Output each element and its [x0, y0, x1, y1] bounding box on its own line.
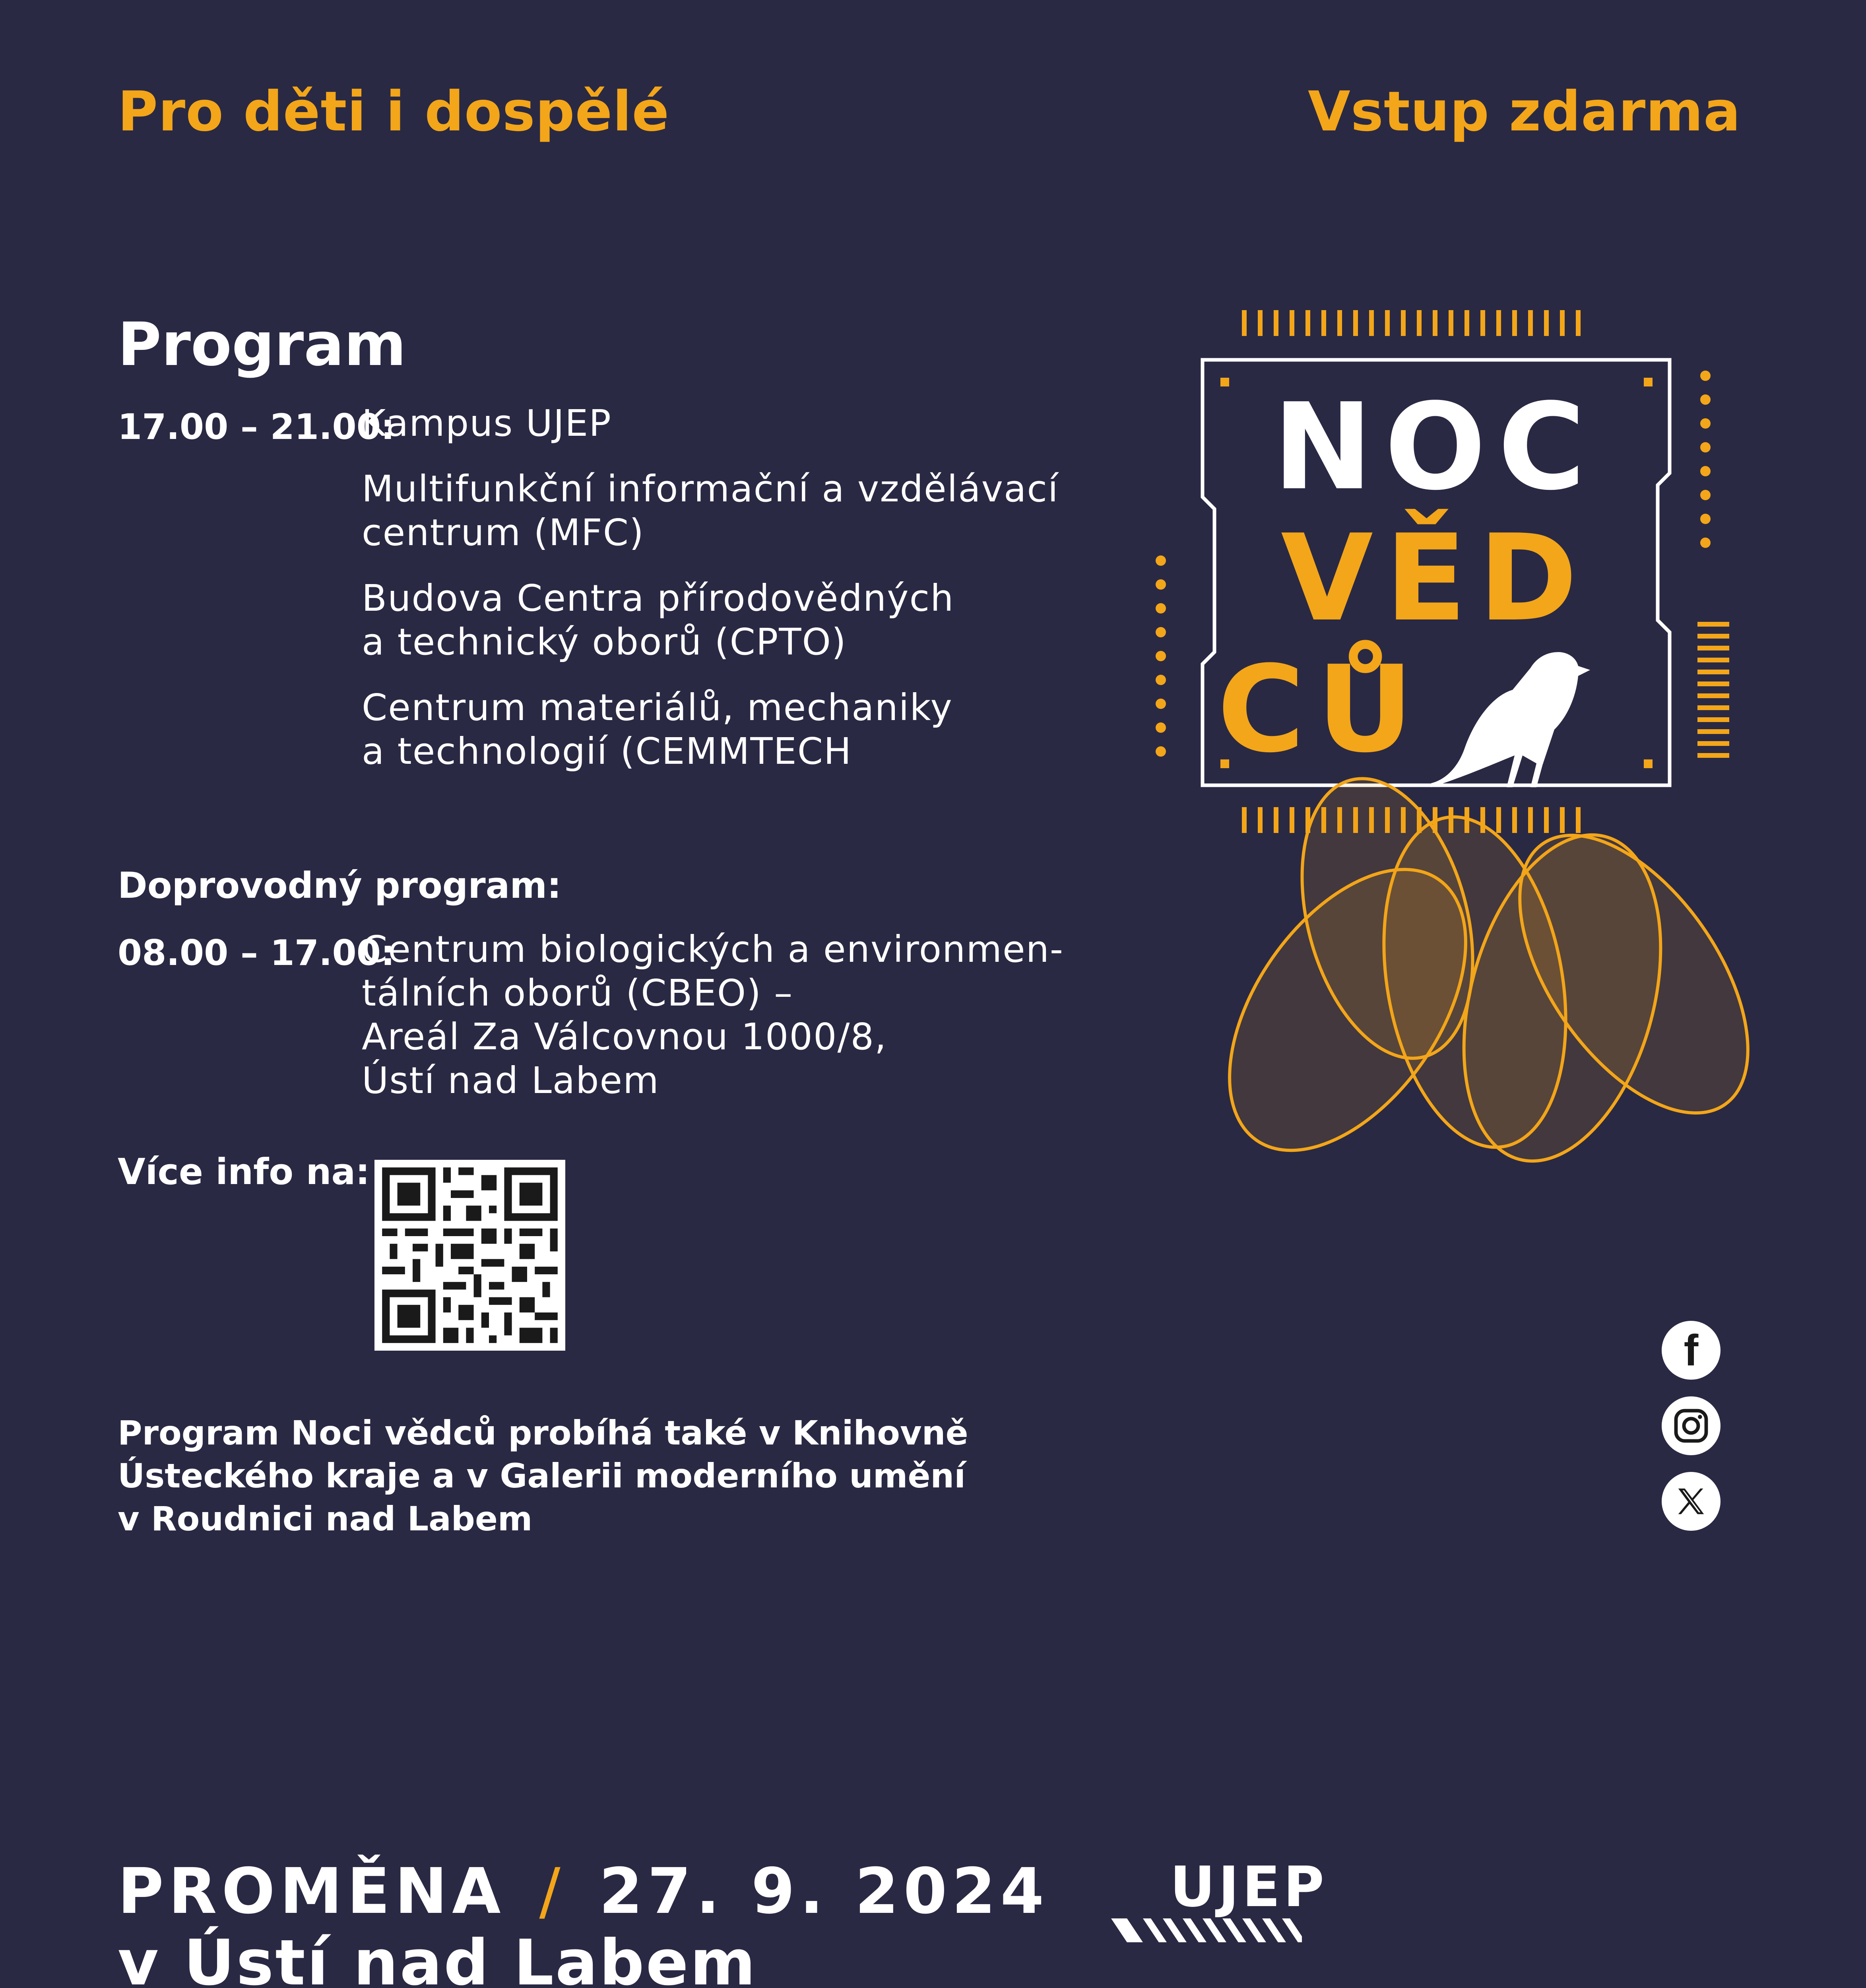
other-venues-note [118, 1411, 1072, 1540]
program-item [362, 686, 1097, 773]
program-item-line: Centrum materiálů, mechaniky [362, 686, 953, 729]
accompanying-program-text [362, 928, 1097, 1103]
program-item [362, 402, 1097, 445]
ujep-stripes-icon [1111, 1914, 1302, 1946]
program-item-line: Multifunkční informační a vzdělávací [362, 468, 1059, 510]
free-entry-label: Vstup zdarma [1308, 80, 1741, 144]
qr-code-icon [374, 1160, 565, 1351]
program-item [362, 577, 1097, 664]
event-headline [118, 1855, 1049, 1928]
ujep-logo-text: UJEP [1170, 1855, 1328, 1920]
accompanying-line: Centrum biologických a environmen- [362, 928, 1064, 971]
accompanying-program-time: 08.00 – 17.00: [118, 932, 395, 973]
event-date: 27. 9. 2024 [599, 1855, 1049, 1928]
event-place: v Ústí nad Labem [118, 1926, 757, 1988]
program-item-line: a technický oborů (CPTO) [362, 621, 847, 663]
facebook-icon[interactable]: f [1662, 1321, 1721, 1380]
program-item-line: Kampus UJEP [362, 402, 612, 445]
note-line: Program Noci vědců probíhá také v Knihovně [118, 1413, 968, 1452]
accompanying-program-title: Doprovodný program: [118, 865, 562, 907]
more-info-label: Více info na: [118, 1151, 370, 1193]
ujep-logo [1111, 1855, 1328, 1950]
program-time: 17.00 – 21.00: [118, 406, 395, 447]
note-line: Ústeckého kraje a v Galerii moderního umění [118, 1456, 966, 1495]
audience-label: Pro děti i dospělé [118, 80, 670, 144]
program-item-line: Budova Centra přírodovědných [362, 577, 954, 619]
program-item [362, 467, 1097, 555]
logo-line-ved: VĚD [1280, 509, 1590, 648]
logo-wordmark [1216, 378, 1654, 779]
program-title: Program [118, 310, 406, 379]
program-item-line: a technologií (CEMMTECH [362, 730, 852, 773]
accompanying-line: Areál Za Válcovnou 1000/8, [362, 1015, 887, 1058]
program-list [362, 402, 1097, 773]
qr-code[interactable] [374, 1160, 565, 1351]
instagram-icon[interactable] [1662, 1396, 1721, 1455]
note-line: v Roudnici nad Labem [118, 1499, 533, 1538]
event-separator: / [539, 1855, 565, 1928]
event-name: PROMĚNA [118, 1855, 506, 1928]
accompanying-line: Ústí nad Labem [362, 1059, 660, 1102]
logo-line-cu: CŮ [1217, 640, 1426, 779]
program-item-line: centrum (MFC) [362, 511, 644, 554]
accompanying-line: tálních oborů (CBEO) – [362, 972, 793, 1014]
logo-line-noc: NOC [1272, 378, 1598, 516]
noc-vedcu-logo [1145, 298, 1765, 1205]
x-icon[interactable] [1662, 1472, 1721, 1531]
